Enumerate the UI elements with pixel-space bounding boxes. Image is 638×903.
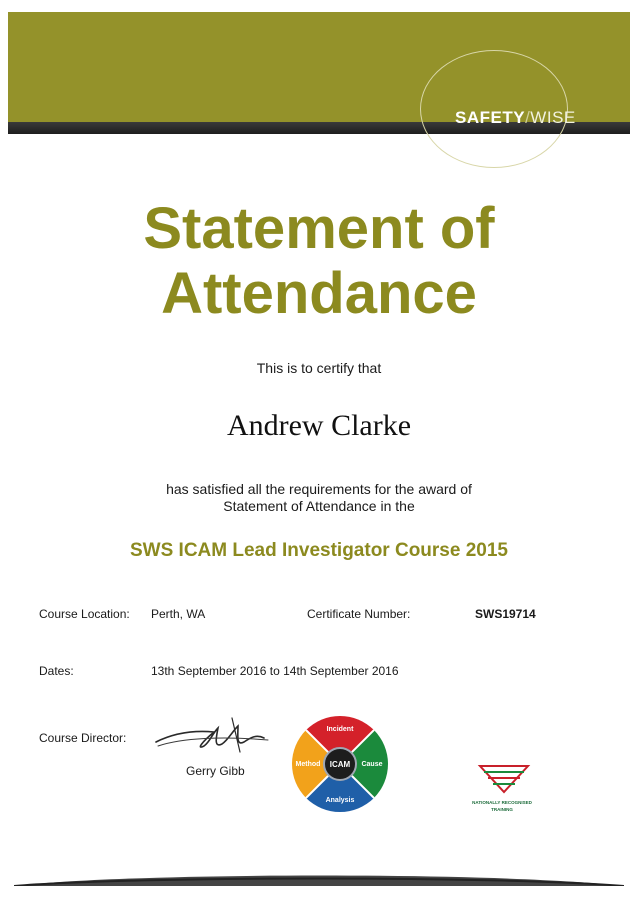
dates-label: Dates: (39, 664, 74, 678)
footer-bar (14, 870, 624, 886)
safetywise-logo (455, 108, 576, 128)
title-line-1: Statement of (143, 196, 495, 261)
recipient-name: Andrew Clarke (226, 409, 412, 442)
requirements-line-2: Statement of Attendance in the (223, 498, 415, 514)
director-signature (152, 712, 272, 760)
brand-primary: SAFETY (455, 108, 526, 127)
icam-method-label: Method (295, 761, 321, 768)
icam-incident-label: Incident (326, 726, 354, 733)
icam-cause-label: Cause (361, 761, 383, 768)
nrt-line-2: TRAINING (491, 807, 513, 812)
course-location-label: Course Location: (39, 607, 130, 621)
certify-text: This is to certify that (256, 360, 382, 376)
requirements-text (0, 481, 638, 515)
course-director-name: Gerry Gibb (186, 764, 245, 778)
dates-value: 13th September 2016 to 14th September 2016 (151, 664, 399, 678)
certificate-title (0, 196, 638, 326)
course-name: SWS ICAM Lead Investigator Course 2015 (130, 540, 508, 561)
course-location-value: Perth, WA (151, 607, 206, 621)
certificate-number-label: Certificate Number: (307, 607, 411, 621)
certificate-number-value: SWS19714 (475, 607, 536, 621)
title-line-2: Attendance (161, 261, 477, 326)
requirements-line-1: has satisfied all the requirements for the award of (166, 481, 472, 497)
nrt-line-1: NATIONALLY RECOGNISED (472, 800, 532, 805)
nrt-logo (466, 762, 538, 818)
brand-separator: / (525, 108, 531, 127)
icam-analysis-label: Analysis (325, 797, 355, 804)
icam-center-label: ICAM (329, 760, 351, 769)
brand-secondary: WISE (530, 108, 576, 127)
icam-logo (292, 716, 388, 812)
course-director-label: Course Director: (39, 731, 127, 745)
